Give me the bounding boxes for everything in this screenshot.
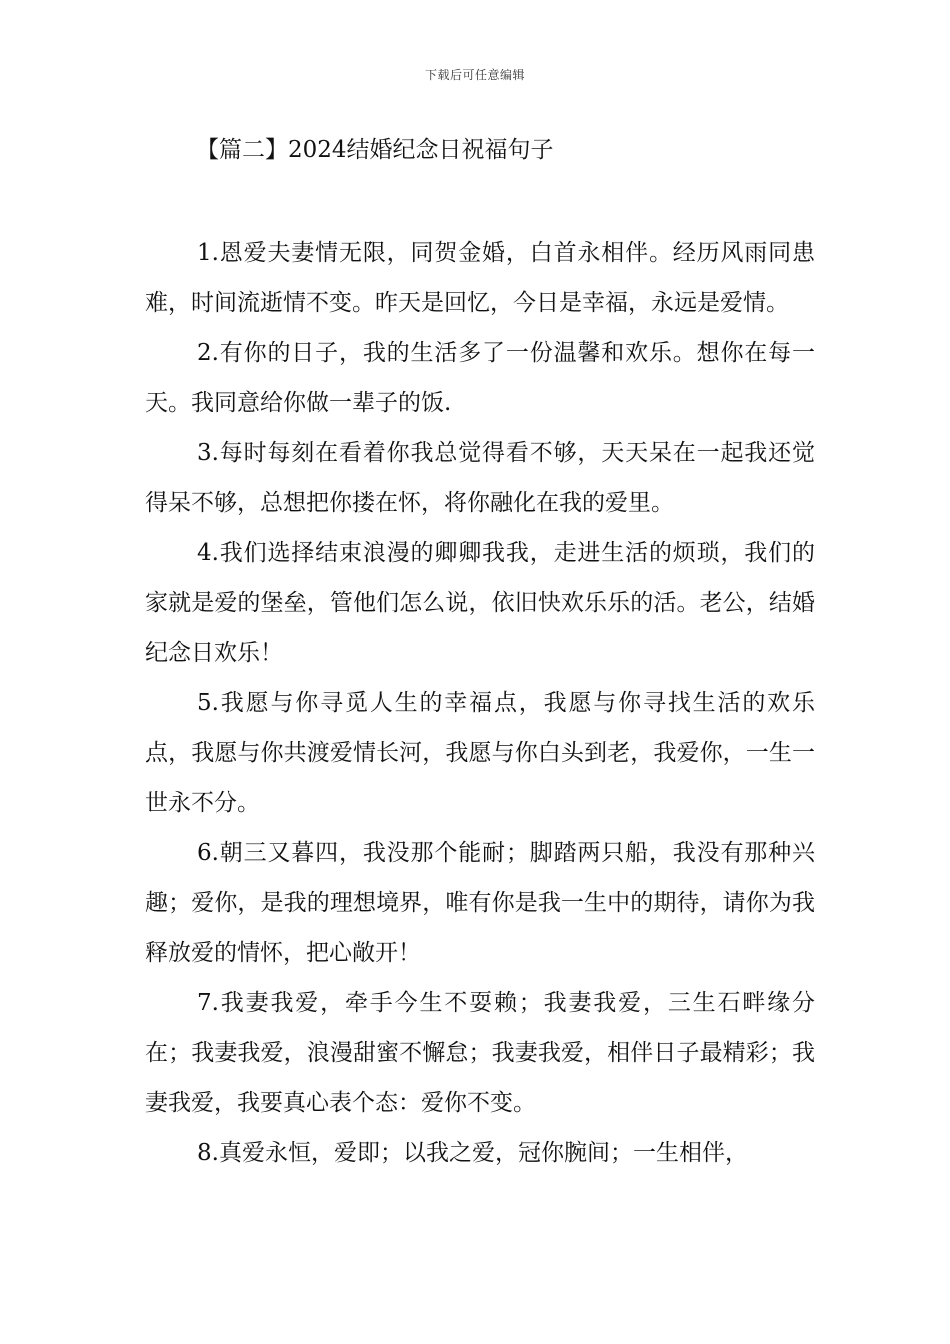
header-note: 下载后可任意编辑 xyxy=(424,68,525,82)
document-body xyxy=(145,228,815,1178)
page-title: 【篇二】2024结婚纪念日祝福句子 xyxy=(196,137,554,163)
paragraph-2: 2.有你的日子，我的生活多了一份温馨和欢乐。想你在每一天。我同意给你做一辈子的饭. xyxy=(145,340,815,416)
paragraph-7: 7.我妻我爱，牵手今生不耍赖；我妻我爱，三生石畔缘分在；我妻我爱，浪漫甜蜜不懈怠；我妻我爱，相伴日子最精彩；我妻我爱，我要真心表个态：爱你不变。 xyxy=(145,990,815,1116)
paragraph-1: 1.恩爱夫妻情无限，同贺金婚，白首永相伴。经历风雨同患难，时间流逝情不变。昨天是回忆，今日是幸福，永远是爱情。 xyxy=(145,240,815,316)
paragraph-5: 5.我愿与你寻觅人生的幸福点，我愿与你寻找生活的欢乐点，我愿与你共渡爱情长河，我愿与你白头到老，我爱你，一生一世永不分。 xyxy=(145,690,815,816)
paragraph-8: 8.真爱永恒，爱即；以我之爱，冠你腕间；一生相伴， xyxy=(197,1140,748,1166)
paragraph-6: 6.朝三又暮四，我没那个能耐；脚踏两只船，我没有那种兴趣；爱你，是我的理想境界，唯有你是我一生中的期待，请你为我释放爱的情怀，把心敞开！ xyxy=(145,840,815,966)
paragraph-4: 4.我们选择结束浪漫的卿卿我我，走进生活的烦琐，我们的家就是爱的堡垒，管他们怎么说，依旧快欢乐乐的活。老公，结婚纪念日欢乐！ xyxy=(145,540,815,666)
paragraph-3: 3.每时每刻在看着你我总觉得看不够，天天呆在一起我还觉得呆不够，总想把你搂在怀，将你融化在我的爱里。 xyxy=(145,440,815,516)
